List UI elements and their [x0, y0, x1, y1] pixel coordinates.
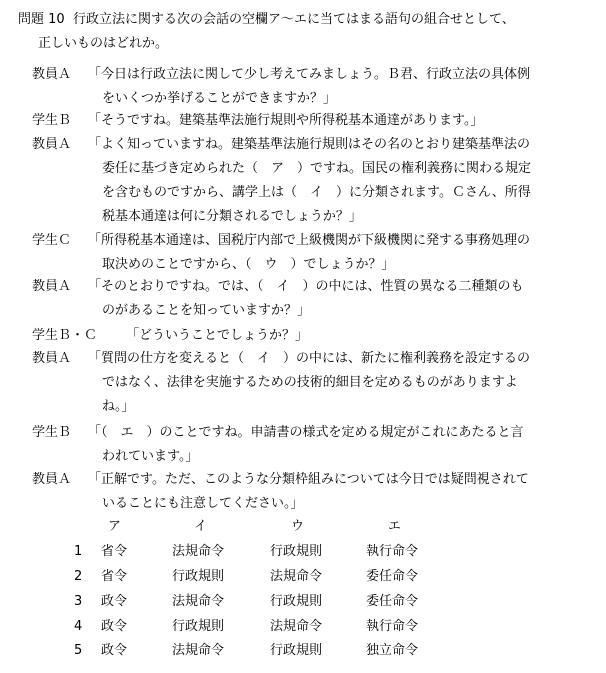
utterance-line: 「（ エ ）のことですね。申請書の様式を定める規定がこれにあたると言: [88, 425, 524, 440]
utterance-line: 「どういうことでしょうか？」: [126, 328, 309, 343]
speaker-label: 教員Ａ: [32, 67, 72, 82]
option-number[interactable]: 3: [74, 594, 83, 609]
option-cell: 執行命令: [366, 544, 419, 559]
option-cell: 法規命令: [172, 594, 225, 609]
speaker-label: 学生Ｂ: [32, 425, 72, 440]
utterance-line: 「所得税基本通達は、国税庁内部で上級機関が下級機関に発する事務処理の: [88, 233, 531, 248]
option-cell: 行政規則: [172, 619, 225, 634]
option-cell: 委任命令: [366, 569, 419, 584]
question-number: 問題 10: [18, 12, 65, 27]
option-cell: 省令: [101, 569, 128, 584]
option-cell: 執行命令: [366, 619, 419, 634]
option-cell: 独立命令: [366, 643, 419, 658]
utterance-line: われています。」: [102, 449, 199, 464]
option-cell: 行政規則: [270, 643, 323, 658]
utterance-line: 「質問の仕方を変えると（ イ ）の中には、新たに権利義務を設定するの: [88, 351, 531, 366]
utterance-line: 「よく知っていますね。建築基準法施行規則はその名のとおり建築基準法の: [88, 137, 531, 152]
table-header-i: イ: [194, 519, 208, 534]
utterance-line: 「正解です。ただ、このような分類枠組みについては今日では疑問視されて: [88, 472, 529, 487]
speaker-label: 教員Ａ: [32, 279, 72, 294]
utterance-line: 委任に基づき定められた（ ア ）ですね。国民の権利義務に関わる規定: [102, 161, 532, 176]
utterance-line: 税基本通達は何に分類されるでしょうか？」: [102, 209, 362, 224]
option-cell: 政令: [101, 594, 128, 609]
option-cell: 政令: [101, 619, 128, 634]
question-stem-line2: 正しいものはどれか。: [38, 36, 169, 51]
option-cell: 法規命令: [172, 544, 225, 559]
utterance-line: 「今日は行政立法に関して少し考えてみましょう。Ｂ君、行政立法の具体例: [88, 67, 531, 82]
option-cell: 法規命令: [172, 643, 225, 658]
option-cell: 行政規則: [270, 544, 323, 559]
option-cell: 行政規則: [172, 569, 225, 584]
utterance-line: ではなく、法律を実施するための技術的細目を定めるものがありますよ: [102, 375, 518, 390]
question-stem-line1: 行政立法に関する次の会話の空欄ア～エに当てはまる語句の組合せとして、: [72, 12, 515, 27]
utterance-line: のがあることを知っていますか？」: [102, 303, 311, 318]
utterance-line: 取決めのことですから、（ ウ ）でしょうか？」: [102, 257, 395, 272]
speaker-label: 教員Ａ: [32, 351, 72, 366]
utterance-line: 「そのとおりですね。では、（ イ ）の中には、性質の異なる二種類のも: [88, 279, 524, 294]
option-cell: 行政規則: [270, 594, 323, 609]
speaker-label: 教員Ａ: [32, 472, 72, 487]
question-header: [18, 12, 515, 28]
speaker-label: 教員Ａ: [32, 137, 72, 152]
table-header-e: エ: [388, 519, 402, 534]
option-cell: 政令: [101, 643, 128, 658]
option-number[interactable]: 4: [74, 619, 83, 634]
option-cell: 委任命令: [366, 594, 419, 609]
utterance-line: を含むものですから、講学上は（ イ ）に分類されます。Ｃさん、所得: [102, 185, 531, 200]
speaker-label: 学生Ｃ: [32, 233, 72, 248]
utterance-line: 「そうですね。建築基準法施行規則や所得税基本通達があります。」: [88, 113, 484, 128]
speaker-label: 学生Ｂ: [32, 113, 72, 128]
option-cell: 法規命令: [270, 569, 323, 584]
utterance-line: をいくつか挙げることができますか？」: [102, 91, 337, 106]
table-header-u: ウ: [291, 519, 305, 534]
option-cell: 法規命令: [270, 619, 323, 634]
option-cell: 省令: [101, 544, 128, 559]
speaker-label: 学生Ｂ・Ｃ: [32, 328, 98, 343]
table-header-a: ア: [108, 519, 122, 534]
option-number[interactable]: 5: [74, 643, 83, 658]
option-number[interactable]: 1: [74, 544, 83, 559]
utterance-line: ね。」: [102, 399, 135, 414]
option-number[interactable]: 2: [74, 569, 83, 584]
utterance-line: いることにも注意してください。」: [102, 496, 304, 511]
